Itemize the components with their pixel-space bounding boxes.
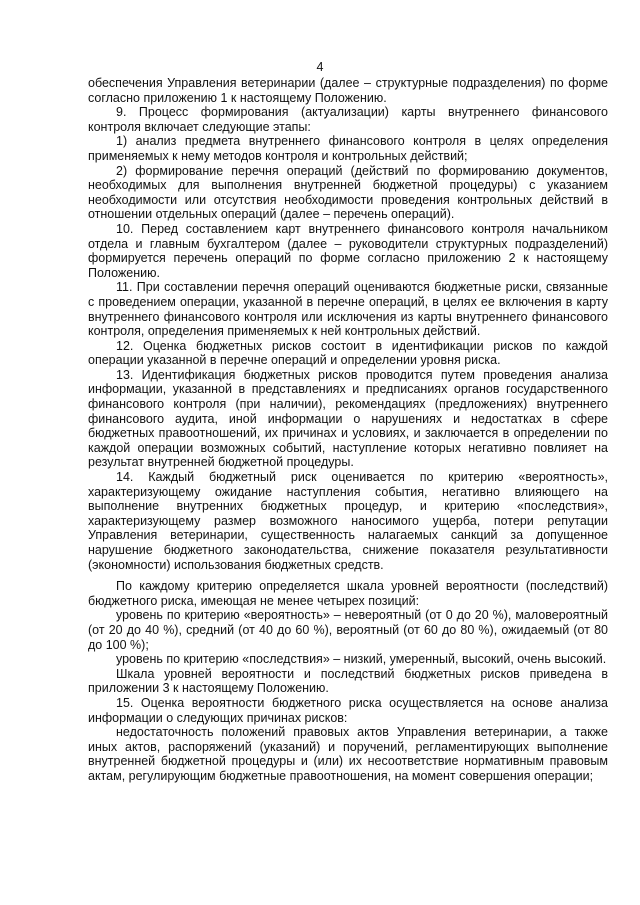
paragraph-consequence-levels: уровень по критерию «последствия» – низкий, умеренный, высокий, очень высокий. xyxy=(116,652,607,667)
page-number: 4 xyxy=(316,60,324,74)
paragraph-criteria-scale: По каждому критерию определяется шкала уровней вероятности (последствий) бюджетного риска, имеющая не менее четырех позиций: xyxy=(88,579,608,608)
paragraph-11: 11. При составлении перечня операций оцениваются бюджетные риски, связанные с проведением операции, указанной в перечне операций, в целях ее включения в карту внутреннего финансового контроля или исключения из карты внутреннего финансового контроля, определения применяемых к ней контрольных действий. xyxy=(88,280,608,339)
paragraph-9: 9. Процесс формирования (актуализации) карты внутреннего финансового контроля включает следующие этапы: xyxy=(88,105,608,134)
paragraph-12: 12. Оценка бюджетных рисков состоит в идентификации рисков по каждой операции указанной в перечне операций и определении уровня риска. xyxy=(88,338,608,368)
paragraph-13: 13. Идентификация бюджетных рисков проводится путем проведения анализа информации, указанной в представлениях и предписаниях органов государственного финансового контроля (при наличии), рекомендациях (предложениях) внутреннего финансового аудита, иной информации о нарушениях и недостатках в сфере бюджетных правоотношений, их причинах и условиях, и заключается в определении по каждой операции возможных событий, наступление которых негативно повлияет на результат внутренней бюджетной процедуры. xyxy=(88,367,608,470)
paragraph-probability-levels: уровень по критерию «вероятность» – невероятный (от 0 до 20 %), маловероятный (от 20 до 40 %), средний (от 40 до 60 %), вероятный (от 60 до 80 %), ожидаемый (от 80 до 100 %); xyxy=(88,608,608,652)
paragraph-10: 10. Перед составлением карт внутреннего финансового контроля начальником отдела и главным бухгалтером (далее – руководители структурных подразделений) формируется перечень операций по форме согласно приложению 2 к настоящему Положению. xyxy=(88,221,608,280)
paragraph-15: 15. Оценка вероятности бюджетного риска осуществляется на основе анализа информации о следующих причинах рисков: xyxy=(88,695,608,725)
paragraph-scale-appendix: Шкала уровней вероятности и последствий бюджетных рисков приведена в приложении 3 к настоящему Положению. xyxy=(88,666,608,696)
document-body xyxy=(88,76,608,784)
paragraph-9-item-1: 1) анализ предмета внутреннего финансового контроля в целях определения применяемых к нему методов контроля и контрольных действий; xyxy=(88,134,608,163)
paragraph-9-item-2: 2) формирование перечня операций (действий по формированию документов, необходимых для выполнения внутренней бюджетной процедуры) с указанием необходимости или отсутствия необходимости проведения контрольных действий в отношении отдельных операций (далее – перечень операций). xyxy=(88,163,608,222)
paragraph-15-cause-1: недостаточность положений правовых актов Управления ветеринарии, а также иных актов, распоряжений (указаний) и поручений, регламентирующих выполнение внутренней бюджетной процедуры и (или) их несоответствие нормативным правовым актам, регулирующим бюджетные правоотношения, на момент совершения операции; xyxy=(88,725,608,783)
paragraph-continuation: обеспечения Управления ветеринарии (далее – структурные подразделения) по форме согласно приложению 1 к настоящему Положению. xyxy=(88,76,608,105)
paragraph-14: 14. Каждый бюджетный риск оценивается по критерию «вероятность», характеризующему ожидание наступления события, негативно влияющего на выполнение внутренних бюджетных процедур, и критерию «последствия», характеризующему размер возможного наносимого ущерба, потери репутации Управления ветеринарии, существенность налагаемых санкций за допущенное нарушение бюджетного законодательства, снижение показателя результативности (экономности) использования бюджетных средств. xyxy=(88,470,608,572)
